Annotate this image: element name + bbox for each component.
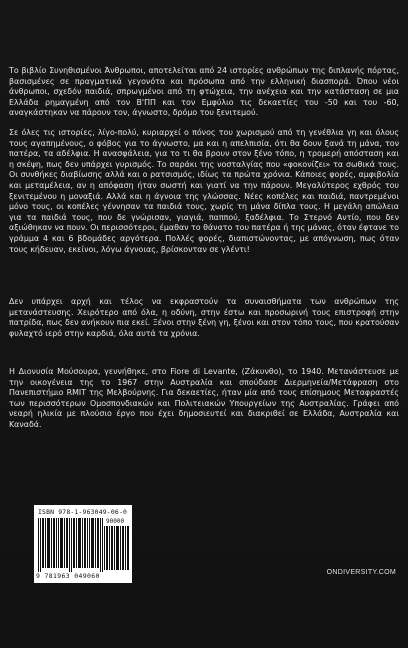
- isbn-label: ISBN 978-1-963049-06-0: [38, 508, 128, 516]
- barcode-bars-icon: [38, 518, 104, 572]
- summary-paragraph-3: Δεν υπάρχει αρχή και τέλος να εκφραστούν τα συναισθήματα των ανθρώπων της μετανάστευσης. Χειρότερο από όλα, η οδύνη, στην έστω και προσωρινή τους επιστροφή στην πατρίδα, πως δεν ανήκουν πια εκεί. Ξένοι στην ξένη γη, ξένοι και στον τόπο τους, που κρατούσαν φυλαχτό ιερό στην καρδιά, όλα αυτά τα χρόνια.: [9, 297, 399, 338]
- summary-paragraph-2: Σε όλες τις ιστορίες, λίγο-πολύ, κυριαρχεί ο πόνος του χωρισμού από τη γενέθλια γη και όλους τους αγαπημένους, ο φόβος για το άγνωστο, μα και η απελπισία, ότι θα δουν ξανά τη μάνα, τον πατέρα, τα αδέλφια. Η ανασφάλεια, για το τι θα βρουν στον ξένο τόπο, η τρομερή απόσταση και η σκέψη, πως δεν υπάρχει γυρισμός. Το σαράκι της νοσταλγίας που «φοκονίζει» τα σωθικά τους. Οι συνθήκες διαβίωσης αλλά και ο ρατσισμός, ιδίως τα πρώτα χρόνια. Κάποιες φορές, αμφιβολία και μεταμέλεια, αν η απόφαση ήταν σωστή και γιατί να την πάρουν. Μεγαλύτερος εχθρός του ξενιτεμένου η μοναξιά. Αλλά και η άγνοια της γλώσσας. Νέες κοπέλες και παιδιά, παντρεμένοι μόνο τους, οι κοπέλες γέννησαν τα παιδιά τους, χωρίς τη μάνα δίπλα τους. Η μεγάλη απώλεια για τα παιδιά τους, που δε γνώρισαν, γιαγιά, παππού, ξαδέλφια. Το Στερνό Αντίο, που δεν αξιώθηκαν να πουν. Οι περισσότεροι, έμαθαν το θάνατο του πατέρα ή της μάνας, όταν έφτανε το γράμμα 4 και 6 βδομάδες αργότερα. Πολλές φορές, διαπιστώνοντας, με απόγνωση, πως όταν τους κήδευαν, εκείνοι, λόγω άγνοιας, βρίσκονταν σε γλέντι!: [9, 128, 399, 254]
- barcode-ean-digits: 9 781963 049060: [36, 572, 100, 580]
- barcode-addon-code: 90000: [106, 518, 125, 525]
- author-bio: Η Διονυσία Μούσουρα, γεννήθηκε, στο Fiore di Levante, (Ζάκυνθο), το 1940. Μετανάστευσε με την οικογένεια της το 1967 στην Αυστραλία και σπούδασε Διερμηνεία/Μετάφραση στο Πανεπιστήμιο RMIT της Μελβούρνης. Για δεκαετίες, ήταν μία από τους επίσημους Μεταφραστές των περισσότερων Ομοσπονδιακών και Πολιτειακών Υπουργείων της Αυστραλίας. Γράφει από νεαρή ηλικία με πλούσιο έργο που έχει δημοσιευτεί και διακριθεί σε Ελλάδα, Αυστραλία και Καναδά.: [9, 367, 399, 429]
- barcode-addon-bars-icon: [104, 526, 130, 570]
- summary-paragraph-1: Το βιβλίο Συνηθισμένοι Άνθρωποι, αποτελείται από 24 ιστορίες ανθρώπων της διπλανής πόρτας, βασισμένες σε πραγματικά γεγονότα και πρόσωπα από την ελληνική διασπορά. Όπου νέοι άνθρωποι, σχεδόν παιδιά, σπρωγμένοι από τη φτώχεια, την ανέχεια και την κατάσταση σε μια Ελλάδα ρημαγμένη από τον Β'ΠΠ και τον Εμφύλιο τις δεκαετίες του -50 και του -60, αναγκάστηκαν να πάρουν τον, άγνωστο, δρόμο του ξενιτεμού.: [9, 66, 399, 118]
- publisher-url: ONDIVERSITY.COM: [326, 569, 396, 576]
- isbn-barcode: [34, 505, 132, 583]
